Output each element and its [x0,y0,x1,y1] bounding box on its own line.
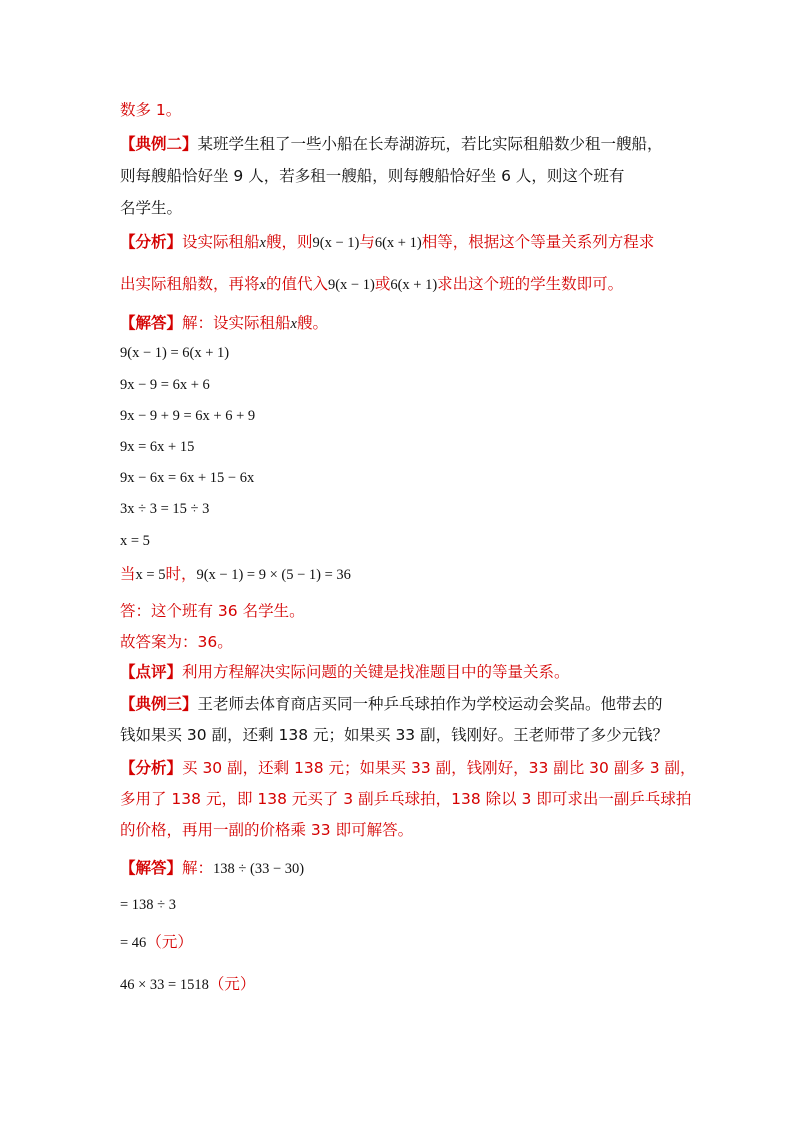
solution-tag: 【解答】 [120,859,183,877]
calc-step-line [120,932,193,953]
math-var: x [259,277,266,293]
example3-solution-line [120,858,304,879]
solution-text: 艘。 [296,314,328,332]
analysis-text: 设实际租船 [182,233,260,251]
answer-line: 答：这个班有 36 名学生。 [120,602,305,620]
equation-step: 9x − 9 = 6x + 6 [120,377,210,393]
when-text: 时， [165,565,197,583]
math-expression: 6(x + 1) [374,235,422,251]
example3-question-line2: 钱如果买 30 副，还剩 138 元；如果买 33 副，钱刚好。王老师带了多少元钱？ [120,726,669,744]
analysis-text: 的值代入 [265,275,328,293]
equation-step: x = 5 [120,533,150,549]
analysis-text: 与 [359,233,375,251]
analysis-tag: 【分析】 [120,233,183,251]
equation-step: 9(x − 1) = 6(x + 1) [120,345,230,361]
continuation-line: 数多 1。 [120,101,182,119]
example2-analysis-line1 [120,232,654,253]
math-expression: 6(x + 1) [390,277,438,293]
substitution-line [120,564,351,585]
example3-analysis-line2: 多用了 138 元，即 138 元买了 3 副乒乓球拍，138 除以 3 即可求出一副乒乓球拍 [120,790,692,808]
example3-question-line1 [120,694,663,714]
calc-step-line [120,974,255,995]
solution-tag: 【解答】 [120,314,183,332]
equation-step: 9x = 6x + 15 [120,439,195,455]
example2-question-line2: 则每艘船恰好坐 9 人，若多租一艘船，则每艘船恰好坐 6 人，则这个班有 [120,167,625,185]
math-expression: 9(x − 1) [327,277,375,293]
comment-line [120,662,570,682]
example2-question-line1 [120,134,663,154]
example2-tag: 【典例二】 [120,135,198,153]
solution-text: 解： [182,859,214,877]
comment-tag: 【点评】 [120,663,183,681]
analysis-tag: 【分析】 [120,759,183,777]
unit-label: （元） [208,975,256,993]
analysis-text: 相等，根据这个等量关系列方程求 [421,233,655,251]
solution-text: 解：设实际租船 [182,314,291,332]
analysis-text: 求出这个班的学生数即可。 [437,275,624,293]
example2-analysis-line2 [120,274,623,295]
example2-question-line3: 名学生。 [120,199,183,217]
example2-question-text: 某班学生租了一些小船在长寿湖游玩，若比实际租船数少租一艘船， [197,135,663,153]
analysis-text: 或 [374,275,391,293]
calc-step: = 138 ÷ 3 [120,897,177,913]
when-text: 当 [120,565,136,583]
analysis-text: 出实际租船数，再将 [120,275,260,293]
math-expression: 9(x − 1) [312,235,360,251]
analysis-text: 买 30 副，还剩 138 元；如果买 33 副，钱刚好，33 副比 30 副多 3 副， [182,759,696,777]
example3-analysis-line3: 的价格，再用一副的价格乘 33 即可解答。 [120,821,414,839]
calc-step: = 46 [120,935,147,951]
equation-step: 3x ÷ 3 = 15 ÷ 3 [120,501,210,517]
example3-question-text: 王老师去体育商店买同一种乒乓球拍作为学校运动会奖品。他带去的 [197,695,663,713]
math-var: x [259,235,266,251]
equation-step: 9x − 6x = 6x + 15 − 6x [120,470,255,486]
unit-label: （元） [146,933,193,951]
analysis-text: 艘，则 [265,233,313,251]
comment-text: 利用方程解决实际问题的关键是找准题目中的等量关系。 [182,663,570,681]
math-expression: 138 ÷ (33 − 30) [213,861,305,877]
math-expression: 9(x − 1) = 9 × (5 − 1) = 36 [196,567,351,583]
calc-step: 46 × 33 = 1518 [120,977,209,993]
math-expression: x = 5 [135,567,166,583]
example2-solution-line [120,313,328,334]
example3-tag: 【典例三】 [120,695,198,713]
equation-step: 9x − 9 + 9 = 6x + 6 + 9 [120,408,256,424]
final-answer-line: 故答案为：36。 [120,633,233,651]
example3-analysis-line1 [120,758,696,778]
math-var: x [290,316,297,332]
